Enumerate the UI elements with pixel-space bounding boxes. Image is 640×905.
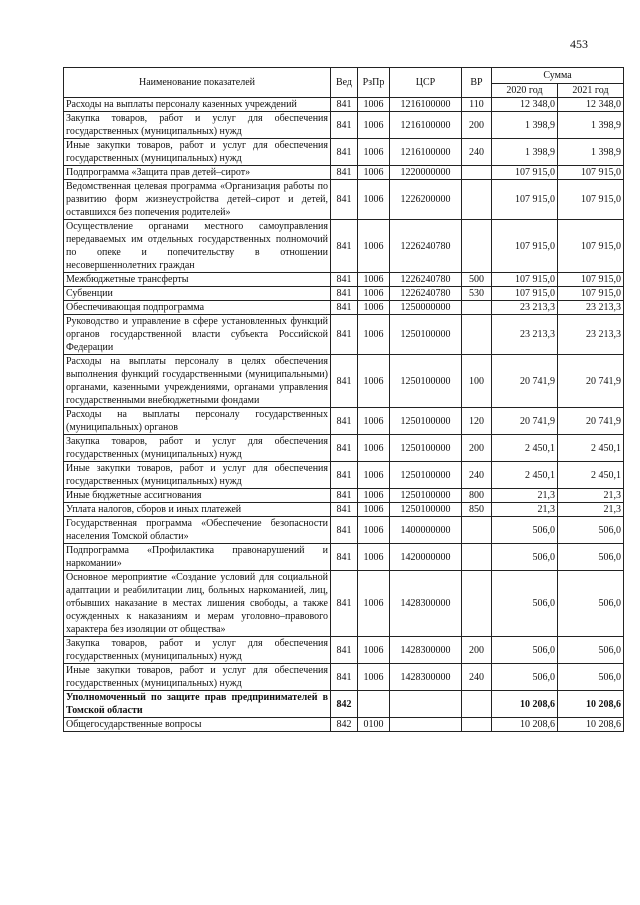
row-vr: 240: [462, 664, 492, 691]
row-rzpr: 1006: [358, 571, 390, 637]
row-vr: [462, 544, 492, 571]
row-amount-2020: 1 398,9: [492, 112, 558, 139]
row-vr: [462, 718, 492, 732]
table-row: [64, 301, 624, 315]
row-csr: [390, 718, 462, 732]
row-amount-2021: 107 915,0: [558, 166, 624, 180]
table-row: [64, 355, 624, 408]
row-amount-2021: 107 915,0: [558, 273, 624, 287]
row-csr: 1250100000: [390, 489, 462, 503]
row-ved: 841: [331, 517, 358, 544]
row-amount-2021: 20 741,9: [558, 408, 624, 435]
row-vr: 800: [462, 489, 492, 503]
header-sum: Сумма: [492, 68, 624, 84]
header-year-2021: 2021 год: [558, 84, 624, 98]
table-body: [64, 98, 624, 732]
row-name: Уплата налогов, сборов и иных платежей: [64, 503, 331, 517]
row-rzpr: 1006: [358, 462, 390, 489]
row-name: Ведомственная целевая программа «Организация работы по развитию форм жизнеустройства детей–сирот и детей, оставшихся без попечения родителей»: [64, 180, 331, 220]
row-name: Государственная программа «Обеспечение безопасности населения Томской области»: [64, 517, 331, 544]
row-amount-2020: 107 915,0: [492, 166, 558, 180]
row-ved: 841: [331, 220, 358, 273]
row-amount-2021: 10 208,6: [558, 691, 624, 718]
row-ved: 841: [331, 273, 358, 287]
row-csr: 1216100000: [390, 139, 462, 166]
table-row: [64, 408, 624, 435]
row-ved: 842: [331, 718, 358, 732]
row-csr: 1250100000: [390, 503, 462, 517]
row-name: Расходы на выплаты персоналу в целях обеспечения выполнения функций государственными (муниципальными) органами, казенными учреждениями, органами управления государственными внебюджетными фондами: [64, 355, 331, 408]
row-csr: 1420000000: [390, 544, 462, 571]
row-ved: 841: [331, 571, 358, 637]
row-csr: 1220000000: [390, 166, 462, 180]
row-vr: 530: [462, 287, 492, 301]
row-name: Расходы на выплаты персоналу казенных учреждений: [64, 98, 331, 112]
row-vr: [462, 691, 492, 718]
row-rzpr: 1006: [358, 98, 390, 112]
row-csr: 1216100000: [390, 98, 462, 112]
row-name: Подпрограмма «Профилактика правонарушений и наркомании»: [64, 544, 331, 571]
table-row: [64, 287, 624, 301]
row-ved: 841: [331, 180, 358, 220]
row-rzpr: 1006: [358, 503, 390, 517]
row-rzpr: 1006: [358, 637, 390, 664]
row-csr: 1250000000: [390, 301, 462, 315]
row-ved: 841: [331, 355, 358, 408]
row-csr: 1250100000: [390, 315, 462, 355]
row-name: Основное мероприятие «Создание условий для социальной адаптации и реабилитации лиц, больных наркоманией, лиц, отбывших наказание в местах лишения свободы, а также осужденных к наказаниям и мерам уголовно–правового характера без изоляции от общества»: [64, 571, 331, 637]
row-name: Межбюджетные трансферты: [64, 273, 331, 287]
row-ved: 841: [331, 462, 358, 489]
row-name: Субвенции: [64, 287, 331, 301]
row-ved: 841: [331, 301, 358, 315]
row-amount-2021: 107 915,0: [558, 287, 624, 301]
row-amount-2021: 107 915,0: [558, 180, 624, 220]
row-amount-2021: 23 213,3: [558, 301, 624, 315]
row-ved: 841: [331, 166, 358, 180]
table-row: [64, 166, 624, 180]
header-rzpr: РзПр: [358, 68, 390, 98]
table-row: [64, 718, 624, 732]
row-amount-2020: 20 741,9: [492, 355, 558, 408]
row-amount-2020: 107 915,0: [492, 287, 558, 301]
table-row: [64, 273, 624, 287]
row-ved: 841: [331, 503, 358, 517]
row-rzpr: 1006: [358, 355, 390, 408]
row-csr: 1216100000: [390, 112, 462, 139]
row-amount-2020: 506,0: [492, 664, 558, 691]
row-name: Уполномоченный по защите прав предпринимателей в Томской области: [64, 691, 331, 718]
row-amount-2020: 107 915,0: [492, 273, 558, 287]
row-vr: 100: [462, 355, 492, 408]
row-csr: 1226240780: [390, 220, 462, 273]
table-row: [64, 691, 624, 718]
row-rzpr: 1006: [358, 435, 390, 462]
table-row: [64, 98, 624, 112]
row-csr: 1250100000: [390, 408, 462, 435]
row-amount-2021: 21,3: [558, 489, 624, 503]
row-vr: 200: [462, 112, 492, 139]
table-row: [64, 139, 624, 166]
row-ved: 841: [331, 408, 358, 435]
row-rzpr: 1006: [358, 112, 390, 139]
table-row: [64, 462, 624, 489]
row-amount-2020: 10 208,6: [492, 718, 558, 732]
row-ved: 841: [331, 139, 358, 166]
row-amount-2021: 506,0: [558, 637, 624, 664]
row-vr: 240: [462, 139, 492, 166]
row-name: Общегосударственные вопросы: [64, 718, 331, 732]
row-amount-2020: 21,3: [492, 489, 558, 503]
row-rzpr: 1006: [358, 517, 390, 544]
table-row: [64, 435, 624, 462]
row-amount-2021: 1 398,9: [558, 139, 624, 166]
table-header: [64, 68, 624, 98]
row-name: Иные закупки товаров, работ и услуг для обеспечения государственных (муниципальных) нужд: [64, 664, 331, 691]
row-ved: 841: [331, 435, 358, 462]
table-row: [64, 637, 624, 664]
row-name: Закупка товаров, работ и услуг для обеспечения государственных (муниципальных) нужд: [64, 637, 331, 664]
row-amount-2021: 2 450,1: [558, 462, 624, 489]
row-amount-2020: 2 450,1: [492, 435, 558, 462]
row-name: Расходы на выплаты персоналу государственных (муниципальных) органов: [64, 408, 331, 435]
row-amount-2020: 506,0: [492, 637, 558, 664]
row-name: Закупка товаров, работ и услуг для обеспечения государственных (муниципальных) нужд: [64, 435, 331, 462]
row-csr: 1428300000: [390, 637, 462, 664]
row-csr: 1428300000: [390, 664, 462, 691]
row-csr: 1226200000: [390, 180, 462, 220]
row-name: Закупка товаров, работ и услуг для обеспечения государственных (муниципальных) нужд: [64, 112, 331, 139]
row-amount-2020: 506,0: [492, 544, 558, 571]
row-amount-2021: 506,0: [558, 664, 624, 691]
row-amount-2020: 23 213,3: [492, 315, 558, 355]
table-row: [64, 220, 624, 273]
row-ved: 842: [331, 691, 358, 718]
row-ved: 841: [331, 315, 358, 355]
row-rzpr: 1006: [358, 166, 390, 180]
row-amount-2021: 2 450,1: [558, 435, 624, 462]
row-vr: 240: [462, 462, 492, 489]
row-amount-2020: 107 915,0: [492, 180, 558, 220]
row-amount-2021: 20 741,9: [558, 355, 624, 408]
budget-table: [63, 67, 624, 732]
row-vr: 850: [462, 503, 492, 517]
row-rzpr: 1006: [358, 287, 390, 301]
row-vr: 120: [462, 408, 492, 435]
table-row: [64, 517, 624, 544]
row-vr: 110: [462, 98, 492, 112]
row-csr: 1400000000: [390, 517, 462, 544]
row-name: Иные закупки товаров, работ и услуг для обеспечения государственных (муниципальных) нужд: [64, 139, 331, 166]
row-vr: 200: [462, 435, 492, 462]
row-csr: 1250100000: [390, 355, 462, 408]
row-rzpr: 1006: [358, 664, 390, 691]
row-vr: [462, 315, 492, 355]
row-name: Подпрограмма «Защита прав детей–сирот»: [64, 166, 331, 180]
row-csr: 1428300000: [390, 571, 462, 637]
row-ved: 841: [331, 287, 358, 301]
table-row: [64, 315, 624, 355]
header-year-2020: 2020 год: [492, 84, 558, 98]
row-vr: [462, 220, 492, 273]
table-row: [64, 544, 624, 571]
row-name: Осуществление органами местного самоуправления передаваемых им отдельных государственных полномочий по опеке и попечительству в отношении несовершеннолетних граждан: [64, 220, 331, 273]
table-row: [64, 571, 624, 637]
row-rzpr: 1006: [358, 180, 390, 220]
table-row: [64, 664, 624, 691]
row-amount-2020: 10 208,6: [492, 691, 558, 718]
row-amount-2020: 506,0: [492, 571, 558, 637]
table-row: [64, 503, 624, 517]
row-rzpr: 1006: [358, 273, 390, 287]
row-amount-2020: 21,3: [492, 503, 558, 517]
row-amount-2021: 107 915,0: [558, 220, 624, 273]
row-ved: 841: [331, 489, 358, 503]
row-amount-2021: 10 208,6: [558, 718, 624, 732]
row-vr: [462, 571, 492, 637]
row-amount-2021: 21,3: [558, 503, 624, 517]
header-name: Наименование показателей: [64, 68, 331, 98]
row-ved: 841: [331, 664, 358, 691]
row-amount-2020: 23 213,3: [492, 301, 558, 315]
row-amount-2020: 2 450,1: [492, 462, 558, 489]
row-rzpr: 1006: [358, 315, 390, 355]
row-csr: 1250100000: [390, 435, 462, 462]
row-csr: 1226240780: [390, 287, 462, 301]
row-vr: [462, 517, 492, 544]
row-name: Иные закупки товаров, работ и услуг для обеспечения государственных (муниципальных) нужд: [64, 462, 331, 489]
row-amount-2020: 12 348,0: [492, 98, 558, 112]
row-rzpr: 1006: [358, 139, 390, 166]
row-name: Иные бюджетные ассигнования: [64, 489, 331, 503]
row-csr: 1226240780: [390, 273, 462, 287]
row-amount-2020: 1 398,9: [492, 139, 558, 166]
header-ved: Вед: [331, 68, 358, 98]
row-amount-2021: 506,0: [558, 517, 624, 544]
row-ved: 841: [331, 98, 358, 112]
row-csr: [390, 691, 462, 718]
row-rzpr: 0100: [358, 718, 390, 732]
table-row: [64, 489, 624, 503]
row-csr: 1250100000: [390, 462, 462, 489]
row-amount-2020: 506,0: [492, 517, 558, 544]
row-name: Руководство и управление в сфере установленных функций органов государственной власти субъекта Российской Федерации: [64, 315, 331, 355]
row-amount-2020: 107 915,0: [492, 220, 558, 273]
row-name: Обеспечивающая подпрограмма: [64, 301, 331, 315]
row-rzpr: 1006: [358, 220, 390, 273]
row-vr: [462, 301, 492, 315]
row-vr: [462, 166, 492, 180]
table-row: [64, 180, 624, 220]
row-amount-2021: 1 398,9: [558, 112, 624, 139]
header-vr: ВР: [462, 68, 492, 98]
row-amount-2021: 506,0: [558, 544, 624, 571]
row-amount-2021: 23 213,3: [558, 315, 624, 355]
row-rzpr: [358, 691, 390, 718]
row-vr: 500: [462, 273, 492, 287]
row-vr: [462, 180, 492, 220]
row-rzpr: 1006: [358, 544, 390, 571]
row-rzpr: 1006: [358, 489, 390, 503]
header-csr: ЦСР: [390, 68, 462, 98]
row-rzpr: 1006: [358, 301, 390, 315]
table-row: [64, 112, 624, 139]
row-rzpr: 1006: [358, 408, 390, 435]
row-ved: 841: [331, 112, 358, 139]
row-ved: 841: [331, 544, 358, 571]
page-number: 453: [570, 37, 588, 51]
row-ved: 841: [331, 637, 358, 664]
row-vr: 200: [462, 637, 492, 664]
row-amount-2021: 506,0: [558, 571, 624, 637]
row-amount-2021: 12 348,0: [558, 98, 624, 112]
row-amount-2020: 20 741,9: [492, 408, 558, 435]
